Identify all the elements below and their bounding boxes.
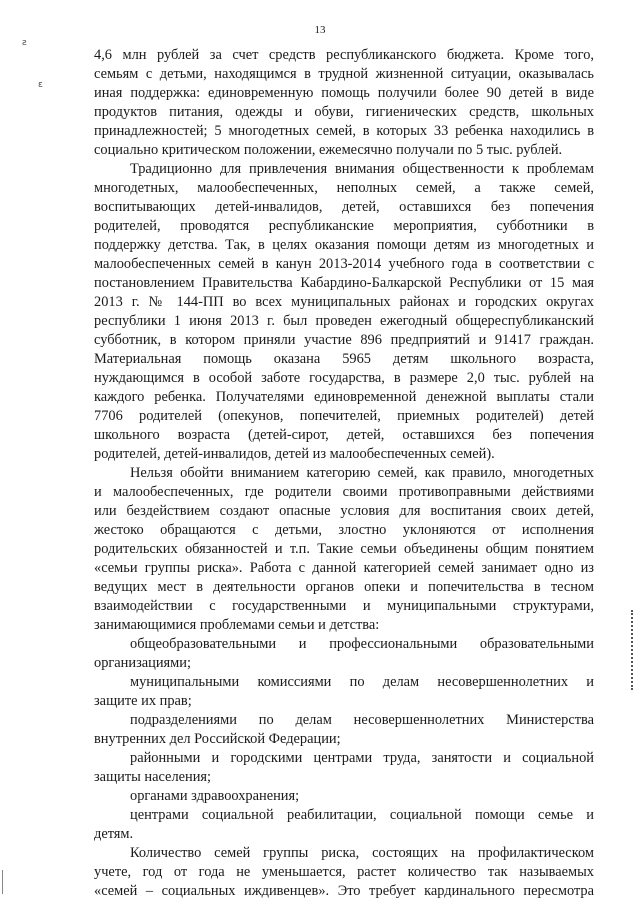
text-line: и малообеспеченных, где родители своими противоправными действиями <box>94 484 594 500</box>
text-line: внутренних дел Российской Федерации; <box>94 731 341 747</box>
text-line: иная поддержка: единовременную помощь получили более 90 детей в виде <box>94 85 594 101</box>
text-line: субботник, в котором приняли участие 896 предприятий и 91417 граждан. <box>94 332 594 348</box>
text-line: органами здравоохранения; <box>130 788 300 804</box>
text-line: 7706 родителей (опекунов, попечителей, приемных родителей) детей <box>94 408 594 424</box>
text-line: ведущих мест в деятельности органов опеки и попечительства в тесном <box>94 579 594 595</box>
margin-mark-second: ɛ <box>38 80 43 90</box>
text-line: малообеспеченных семей в канун 2013-2014 учебного года в соответствии с <box>94 256 594 272</box>
text-line: взаимодействии с государственными и муниципальными структурами, <box>94 598 594 614</box>
text-line: организациями; <box>94 655 191 671</box>
text-line: родителей, проводятся республиканские мероприятия, субботники в <box>94 218 594 234</box>
binding-edge-marks <box>631 610 637 690</box>
text-line: многодетных, малообеспеченных, неполных семей, а также семей, <box>94 180 594 196</box>
text-line: жестоко обращаются с детьми, злостно уклоняются от исполнения <box>94 522 594 538</box>
text-line: занимающимися проблемами семьи и детства: <box>94 617 380 633</box>
text-line: районными и городскими центрами труда, занятости и социальной <box>130 750 594 766</box>
text-line: принадлежностей; 5 многодетных семей, в которых 33 ребенка находились в <box>94 123 594 139</box>
text-line: или бездействием создают опасные условия для воспитания своих детей, <box>94 503 594 519</box>
text-line: родительских обязанностей и т.п. Такие семьи объединены общим понятием <box>94 541 594 557</box>
text-line: поддержку детства. Так, в целях оказания помощи детям из многодетных и <box>94 237 594 253</box>
margin-mark-top: ƨ <box>22 38 27 48</box>
text-line: продуктов питания, одежды и обуви, гигиенических средств, школьных <box>94 104 594 120</box>
document-body <box>94 46 594 901</box>
text-line: школьного возраста (детей-сирот, детей, оставшихся без попечения <box>94 427 594 443</box>
text-line: 2013 г. № 144-ПП во всех муниципальных районах и городских округах <box>94 294 594 310</box>
text-line: Нельзя обойти вниманием категорию семей, как правило, многодетных <box>130 465 594 481</box>
text-line: подразделениями по делам несовершеннолетних Министерства <box>130 712 594 728</box>
text-line: защиты населения; <box>94 769 212 785</box>
text-line: муниципальными комиссиями по делам несовершеннолетних и <box>130 674 594 690</box>
text-line: учете, год от года не уменьшается, растет количество так называемых <box>94 864 594 880</box>
text-line: «семьи группы риска». Работа с данной категорией семей занимает одно из <box>94 560 594 576</box>
text-line: 4,6 млн рублей за счет средств республиканского бюджета. Кроме того, <box>94 47 594 63</box>
text-line: центрами социальной реабилитации, социальной помощи семье и <box>130 807 594 823</box>
text-line: воспитывающих детей-инвалидов, детей, оставшихся без попечения <box>94 199 594 215</box>
text-line: детям. <box>94 826 134 842</box>
text-line: родителей, детей-инвалидов, детей из малообеспеченных семей). <box>94 446 495 462</box>
page-number: 13 <box>314 24 326 36</box>
text-line: каждого ребенка. Получателями единовременной денежной выплаты стали <box>94 389 594 405</box>
text-line: постановлением Правительства Кабардино-Балкарской Республики от 15 мая <box>94 275 594 291</box>
text-line: общеобразовательными и профессиональными образовательными <box>130 636 594 652</box>
text-line: «семей – социальных иждивенцев». Это требует кардинального пересмотра <box>94 883 594 899</box>
text-line: семьям с детьми, находящимся в трудной жизненной ситуации, оказывалась <box>94 66 594 82</box>
text-line: защите их прав; <box>94 693 192 709</box>
text-line: Количество семей группы риска, состоящих на профилактическом <box>130 845 594 861</box>
scan-corner-mark <box>2 870 13 894</box>
text-line: социально критическом положении, ежемесячно получали по 5 тыс. рублей. <box>94 142 563 158</box>
text-line: нуждающимся в особой заботе государства, в размере 2,0 тыс. рублей на <box>94 370 594 386</box>
text-line: Традиционно для привлечения внимания общественности к проблемам <box>130 161 594 177</box>
text-line: Материальная помощь оказана 5965 детям школьного возраста, <box>94 351 594 367</box>
text-line: республики 1 июня 2013 г. был проведен ежегодный общереспубликанский <box>94 313 594 329</box>
